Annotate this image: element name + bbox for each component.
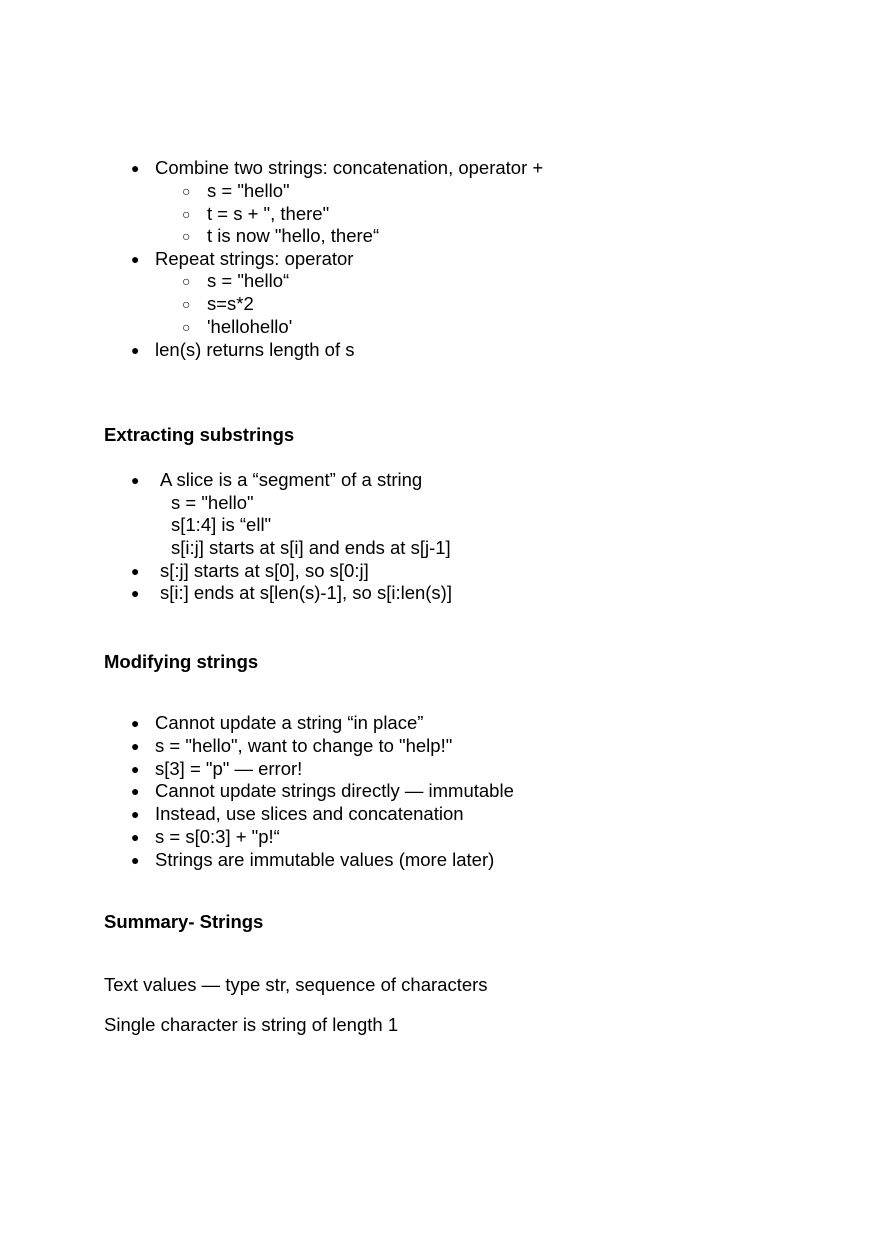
section-heading-extracting: Extracting substrings [104, 424, 295, 445]
list-item: s[3] = "p" — error! [155, 758, 303, 779]
list-item-continuation: s = "hello" [171, 492, 254, 513]
list-item: A slice is a “segment” of a string [160, 469, 423, 490]
list-item: Repeat strings: operator [155, 248, 354, 269]
bullet-icon: ● [131, 738, 140, 754]
bullet-icon: ● [131, 806, 140, 822]
list-item: s[i:] ends at s[len(s)-1], so s[i:len(s)] [160, 582, 452, 603]
sub-bullet-icon: ○ [182, 296, 191, 312]
list-item: Cannot update a string “in place” [155, 712, 424, 733]
bullet-icon: ● [131, 761, 140, 777]
sub-list-item: s=s*2 [207, 293, 254, 314]
bullet-icon: ● [131, 829, 140, 845]
list-item: Instead, use slices and concatenation [155, 803, 464, 824]
bullet-icon: ● [131, 852, 140, 868]
sub-bullet-icon: ○ [182, 206, 191, 222]
list-item: s = s[0:3] + "p!“ [155, 826, 280, 847]
sub-bullet-icon: ○ [182, 183, 191, 199]
summary-paragraph: Text values — type str, sequence of characters [104, 974, 488, 995]
bullet-icon: ● [131, 585, 140, 601]
sub-list-item: t = s + ", there" [207, 203, 330, 224]
list-item: Combine two strings: concatenation, operator + [155, 157, 544, 178]
bullet-icon: ● [131, 251, 140, 267]
list-item-continuation: s[1:4] is “ell" [171, 514, 272, 535]
list-item: s = "hello", want to change to "help!" [155, 735, 453, 756]
bullet-icon: ● [131, 783, 140, 799]
list-item-continuation: s[i:j] starts at s[i] and ends at s[j-1] [171, 537, 451, 558]
section-heading-summary: Summary- Strings [104, 911, 264, 932]
list-item: len(s) returns length of s [155, 339, 355, 360]
sub-bullet-icon: ○ [182, 273, 191, 289]
bullet-icon: ● [131, 563, 140, 579]
bullet-icon: ● [131, 715, 140, 731]
list-item: s[:j] starts at s[0], so s[0:j] [160, 560, 369, 581]
bullet-icon: ● [131, 342, 140, 358]
sub-list-item: s = "hello" [207, 180, 290, 201]
section-heading-modifying: Modifying strings [104, 651, 259, 672]
summary-paragraph: Single character is string of length 1 [104, 1014, 399, 1035]
sub-bullet-icon: ○ [182, 228, 191, 244]
sub-list-item: 'hellohello' [207, 316, 293, 337]
list-item: Strings are immutable values (more later) [155, 849, 495, 870]
bullet-icon: ● [131, 160, 140, 176]
bullet-icon: ● [131, 472, 140, 488]
sub-bullet-icon: ○ [182, 319, 191, 335]
sub-list-item: t is now "hello, there“ [207, 225, 380, 246]
sub-list-item: s = "hello“ [207, 270, 290, 291]
list-item: Cannot update strings directly — immutable [155, 780, 514, 801]
